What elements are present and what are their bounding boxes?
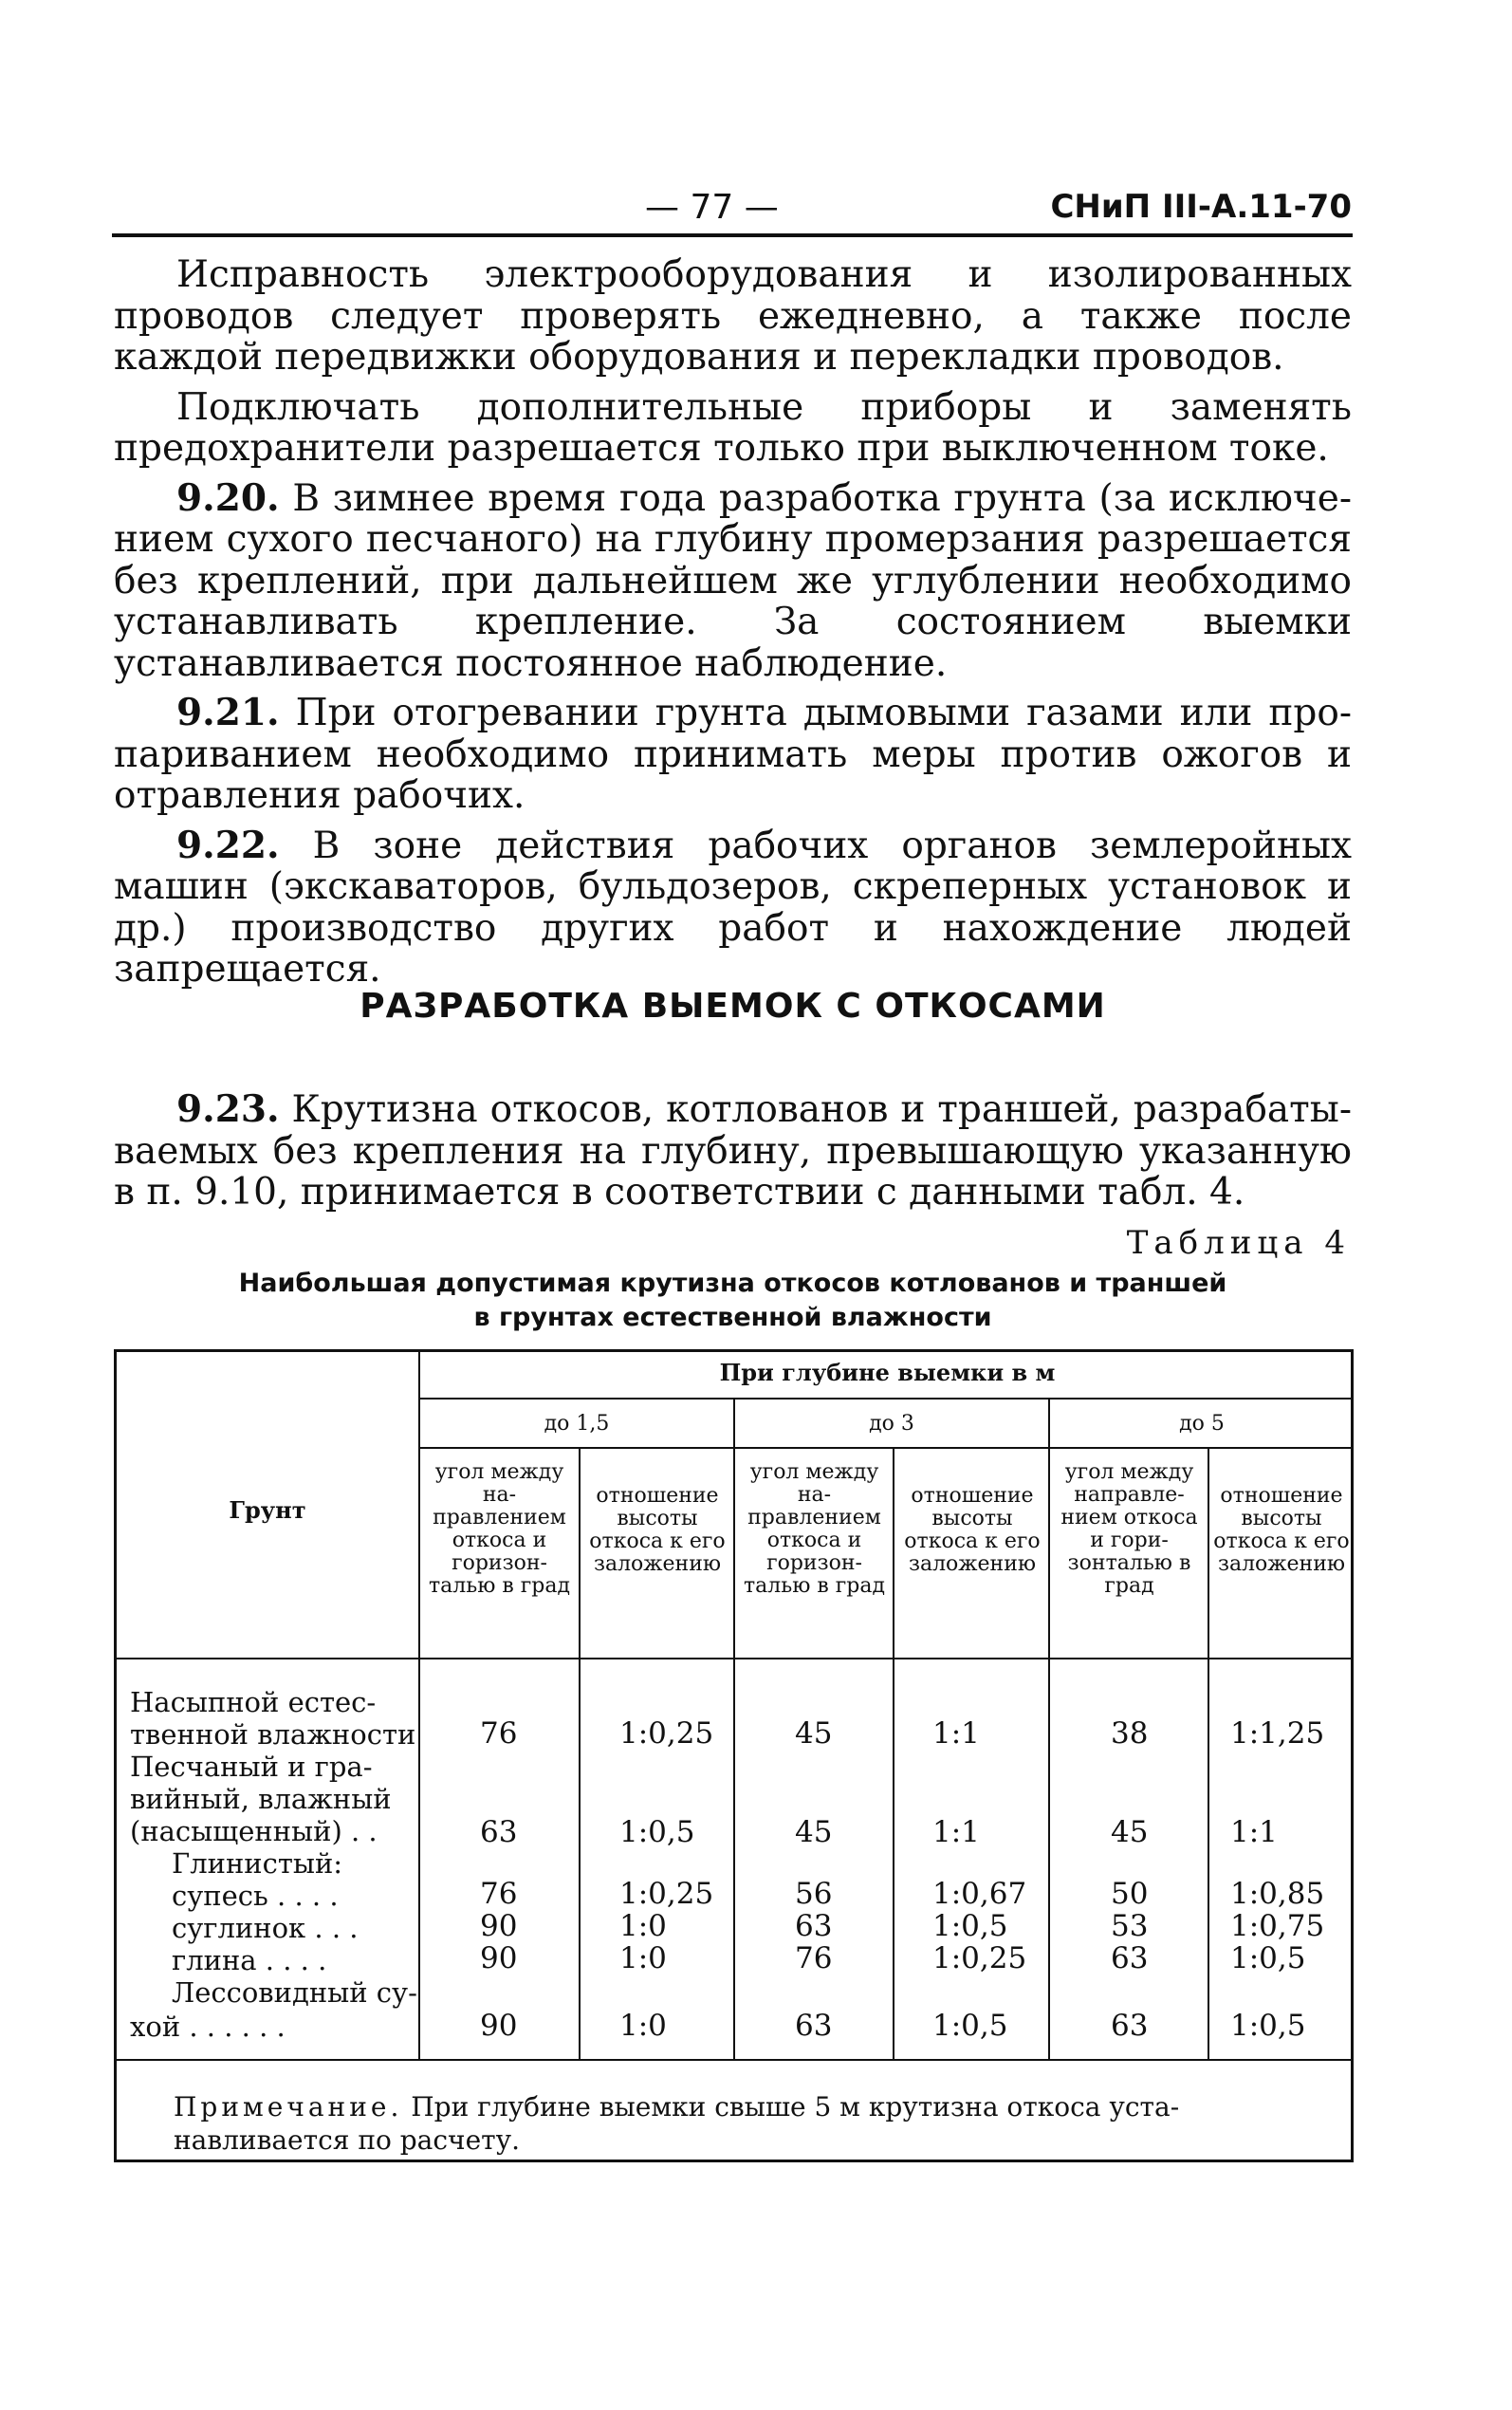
- ground-column-header: Грунт: [229, 1496, 306, 1524]
- grid-line: [733, 1400, 735, 2059]
- paragraph: Исправность электрооборудования и изолированных проводов следует проверять ежедневно, а также после каждой передвижки оборудования и перекладки проводов.: [114, 253, 1352, 379]
- note-label: Примечание.: [174, 2091, 403, 2123]
- body-text: [114, 254, 1352, 999]
- grid-line: [418, 1447, 1351, 1449]
- table-cell: 1:0,5: [932, 1909, 1008, 1943]
- document-code: СНиП III-А.11-70: [1050, 188, 1352, 226]
- section-heading: РАЗРАБОТКА ВЫЕМОК С ОТКОСАМИ: [360, 987, 1106, 1026]
- table-cell: 90: [480, 1941, 518, 1975]
- table-cell: 56: [795, 1877, 833, 1911]
- table-cell: 1:0,25: [932, 1941, 1027, 1975]
- row-label: (насыщенный) . .: [130, 1815, 378, 1847]
- grid-line: [1208, 1447, 1209, 2059]
- ratio-subheader: отношение высоты откоса к его заложению: [904, 1484, 1041, 1576]
- table-cell: 63: [1111, 1941, 1149, 1975]
- paragraph: Подключать дополнительные приборы и заменять предохранители разрешается только при выключенном токе.: [114, 385, 1352, 470]
- table-cell: 45: [1111, 1815, 1149, 1849]
- grid-line: [117, 2059, 1351, 2061]
- table-cell: 1:1: [932, 1716, 980, 1751]
- table-cell: 76: [480, 1716, 518, 1751]
- table-cell: 63: [795, 1909, 833, 1943]
- table-cell: 1:0,67: [932, 1877, 1027, 1911]
- table-cell: 1:0,85: [1230, 1877, 1325, 1911]
- row-label: Глинистый:: [172, 1847, 343, 1880]
- row-label: хой . . . . . .: [130, 2011, 286, 2043]
- table-cell: 76: [480, 1877, 518, 1911]
- table-label: Таблица 4: [1126, 1224, 1351, 1262]
- row-label: суглинок . . .: [172, 1912, 359, 1944]
- table-cell: 38: [1111, 1716, 1149, 1751]
- header-rule: [112, 233, 1353, 237]
- page-header: [114, 180, 1352, 232]
- depth-label: до 1,5: [544, 1412, 610, 1436]
- grid-line: [893, 1447, 894, 2059]
- depth-label: до 3: [869, 1412, 914, 1436]
- paragraph-number: 9.21.: [176, 691, 280, 734]
- row-label: вийный, влажный: [130, 1783, 392, 1815]
- paragraph-number: 9.20.: [176, 475, 280, 520]
- table-cell: 63: [480, 1815, 518, 1849]
- table-cell: 45: [795, 1815, 833, 1849]
- angle-subheader: угол между направлением откоса и горизонталью в град: [428, 1460, 571, 1598]
- page-number: — 77 —: [645, 188, 779, 227]
- table-cell: 1:0,25: [619, 1877, 714, 1911]
- table-cell: 1:0: [619, 1909, 667, 1943]
- ratio-subheader: отношение высоты откоса к его заложению: [1213, 1484, 1350, 1576]
- slope-table: [114, 1349, 1354, 2162]
- grid-line: [418, 1352, 420, 2059]
- row-label: Насыпной естес-: [130, 1686, 377, 1718]
- table-cell: 53: [1111, 1909, 1149, 1943]
- angle-subheader: угол между направлением откоса и горизонталью в град: [1060, 1460, 1198, 1598]
- table-cell: 63: [1111, 2009, 1149, 2043]
- grid-line: [1048, 1400, 1050, 2059]
- table-cell: 90: [480, 1909, 518, 1943]
- table-note: Примечание. При глубине выемки свыше 5 м крутизна откоса устанавливается по расчету.: [174, 2091, 1180, 2156]
- ratio-subheader: отношение высоты откоса к его заложению: [589, 1484, 726, 1576]
- table-cell: 1:1: [1230, 1815, 1278, 1849]
- table-cell: 76: [795, 1941, 833, 1975]
- table-cell: 50: [1111, 1877, 1149, 1911]
- table-cell: 45: [795, 1716, 833, 1751]
- grid-line: [418, 1398, 1351, 1400]
- table-cell: 1:0,5: [1230, 1941, 1306, 1975]
- grid-line: [579, 1447, 581, 2059]
- row-label: Лессовидный су-: [172, 1976, 417, 2009]
- paragraph-number: 9.23.: [176, 1087, 280, 1131]
- table-cell: 1:1: [932, 1815, 980, 1849]
- paragraph-9-22: 9.22. В зоне действия рабочих органов землеройных машин (экскаваторов, бульдозеров, скреперных установок и др.) производство других работ и нахождение людей запрещается.: [114, 823, 1352, 991]
- angle-subheader: угол между направлением откоса и горизонталью в град: [743, 1460, 886, 1598]
- table-cell: 1:0: [619, 2009, 667, 2043]
- row-label: супесь . . . .: [172, 1880, 339, 1912]
- row-label: Песчаный и гра-: [130, 1751, 373, 1783]
- table-cell: 1:0,5: [1230, 2009, 1306, 2043]
- table-cell: 63: [795, 2009, 833, 2043]
- paragraph-9-21: 9.21. При отогревании грунта дымовыми газами или пропариванием необходимо принимать меры против ожогов и отравления рабочих.: [114, 691, 1352, 817]
- row-label: глина . . . .: [172, 1944, 327, 1976]
- table-cell: 1:0,75: [1230, 1909, 1325, 1943]
- table-cell: 1:0,5: [619, 1815, 695, 1849]
- table-cell: 1:0,25: [619, 1716, 714, 1751]
- table-cell: 90: [480, 2009, 518, 2043]
- table-cell: 1:1,25: [1230, 1716, 1325, 1751]
- depth-label: до 5: [1179, 1412, 1225, 1436]
- depth-header: При глубине выемки в м: [719, 1359, 1056, 1386]
- paragraph-9-20: 9.20. В зимнее время года разработка грунта (за исключением сухого песчаного) на глубину промерзания разрешается без креплений, при дальнейшем же углублении необходимо устанавливать крепление. За состоянием выемки устанавливается постоянное наблюдение.: [114, 475, 1352, 685]
- table-cell: 1:0,5: [932, 2009, 1008, 2043]
- paragraph-9-23: 9.23. Крутизна откосов, котлованов и траншей, разрабатываемых без крепления на глубину, превышающую указанную в п. 9.10, принимается в соответствии с данными табл. 4.: [114, 1087, 1352, 1214]
- paragraph-number: 9.22.: [176, 823, 280, 867]
- row-label: твенной влажности: [130, 1718, 416, 1751]
- table-cell: 1:0: [619, 1941, 667, 1975]
- table-title: Наибольшая допустимая крутизна откосов котлованов и траншей в грунтах естественной влажности: [238, 1269, 1227, 1332]
